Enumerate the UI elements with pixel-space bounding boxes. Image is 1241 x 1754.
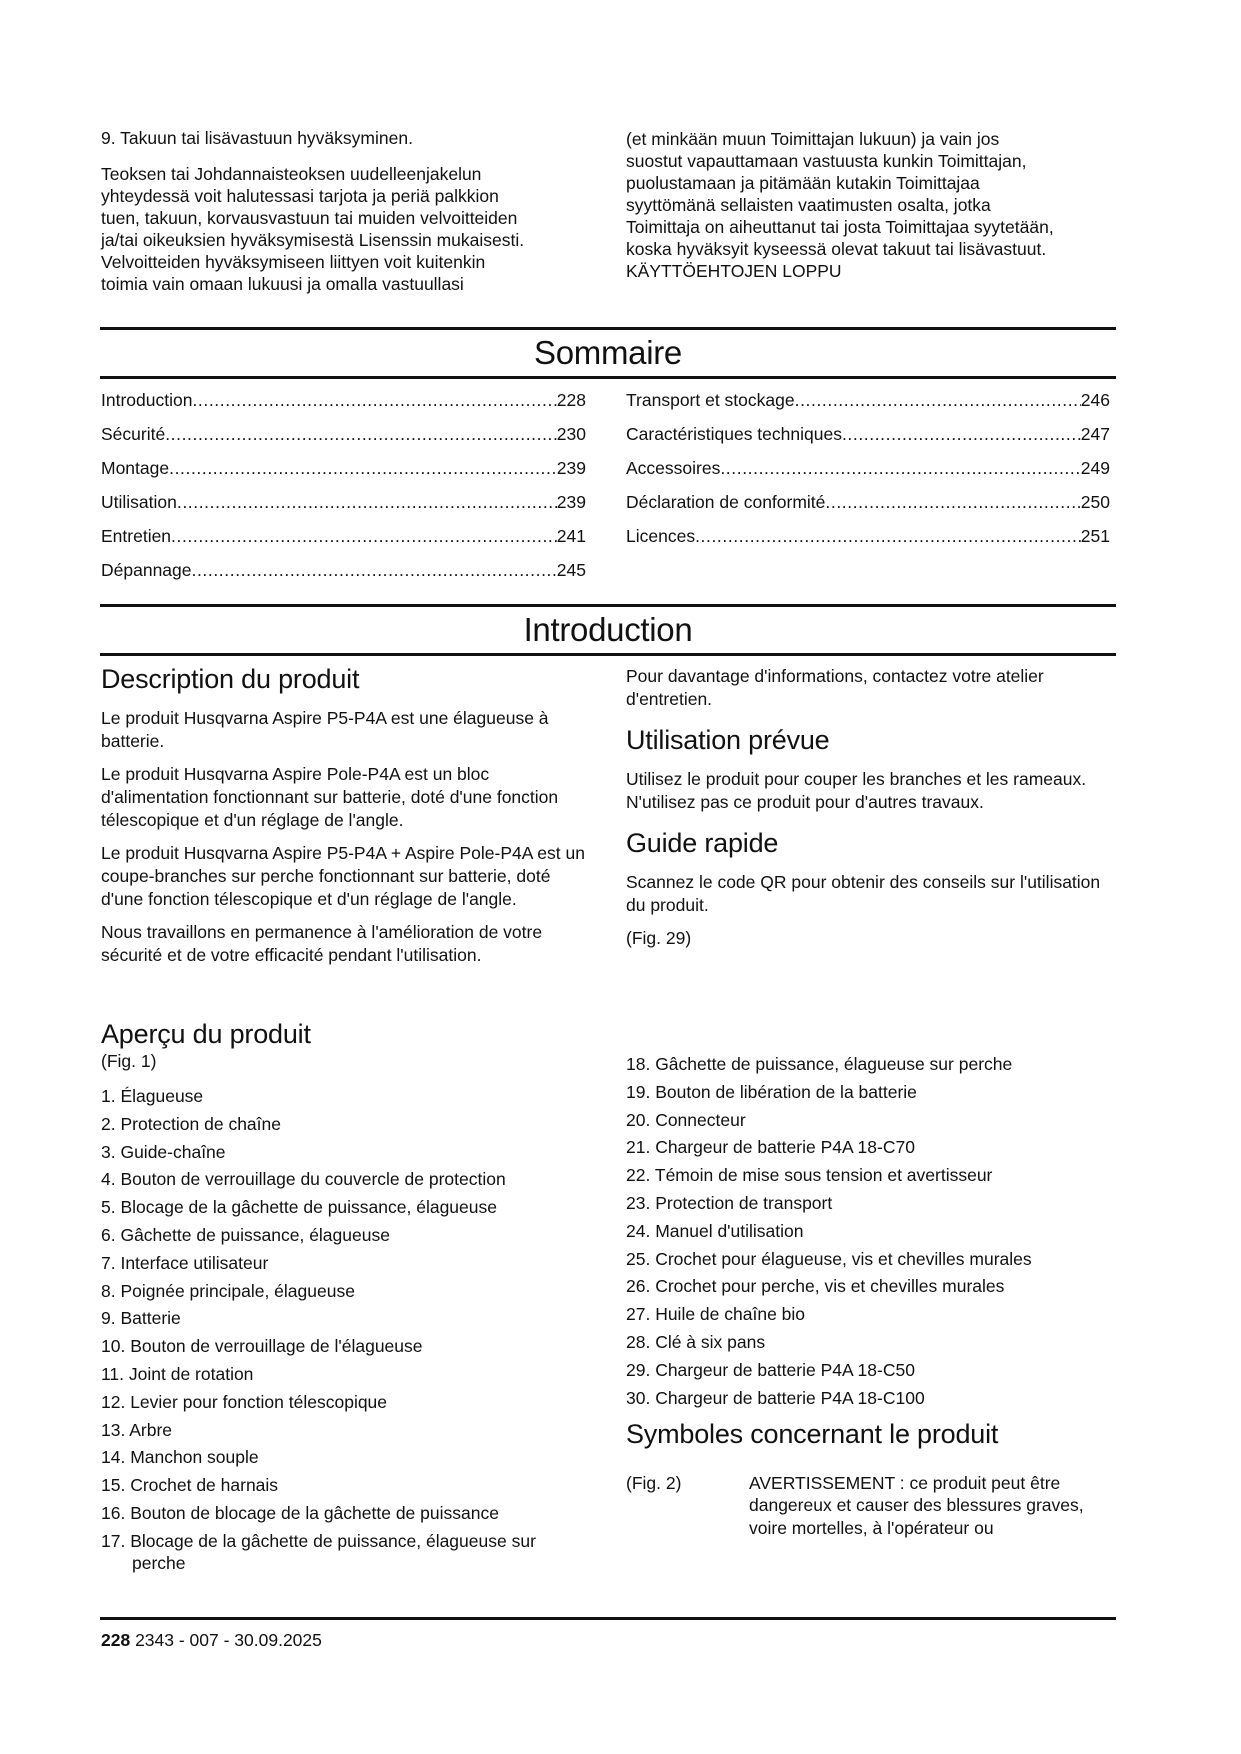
introduction-title: Introduction [523,611,693,648]
list-item: 15. Crochet de harnais [101,1475,279,1496]
description-paragraph: Le produit Husqvarna Aspire P5-P4A + Aspire Pole-P4A est un coupe-branches sur perche fonctionnant sur batterie, doté d'une fonction télescopique et d'un réglage de l'angle. [101,843,585,909]
list-item: 23. Protection de transport [626,1192,833,1213]
page-footer [101,1630,322,1651]
description-paragraph: Le produit Husqvarna Aspire P5-P4A est une élagueuse à batterie. [101,708,549,751]
overview-heading: Aperçu du produit [101,1019,311,1049]
toc-entry-caracteristiques[interactable] [626,417,1110,451]
list-item: 27. Huile de chaîne bio [626,1304,806,1325]
toc-page: 251 [1080,525,1110,546]
list-item: 21. Chargeur de batterie P4A 18-C70 [626,1137,915,1158]
text-line: Toimittaja on aiheuttanut tai josta Toimittajaa syytetään, [626,217,1054,237]
symbols-row [626,1472,1116,1540]
text-line: Velvoitteiden hyväksymiseen liittyen voit kuitenkin [101,252,486,272]
toc-label: Utilisation [101,491,177,512]
toc-page: 245 [556,559,586,580]
toc-right [626,383,1110,553]
text-line: tuen, takuun, korvausvastuun tai muiden velvoitteiden [101,208,518,228]
intro-right-column [626,665,1116,960]
overview-list-right [626,1053,1116,1409]
list-item: 8. Poignée principale, élagueuse [101,1280,355,1301]
description-heading: Description du produit [101,664,360,694]
symbols-warning-text: AVERTISSEMENT : ce produit peut être dangereux et causer des blessures graves, voire mortelles, à l'opérateur ou [749,1472,1084,1538]
overview-left-column [101,1018,591,1580]
toc-label: Introduction [101,389,193,410]
page-number: 228 [101,1630,131,1650]
toc-label: Entretien [101,525,172,546]
list-item: 28. Clé à six pans [626,1331,766,1352]
list-item: 10. Bouton de verrouillage de l'élagueuse [101,1336,423,1357]
list-item: 24. Manuel d'utilisation [626,1220,804,1241]
text-line: koska hyväksyit kyseessä olevat takuut tai lisävastuut. [626,239,1047,259]
toc-entry-transport[interactable] [626,383,1110,417]
toc-label: Accessoires [626,457,721,478]
toc-label: Caractéristiques techniques [626,423,842,444]
document-reference: 2343 - 007 - 30.09.2025 [130,1630,322,1650]
toc-entry-introduction[interactable] [101,383,586,417]
list-item: 6. Gâchette de puissance, élagueuse [101,1224,390,1245]
text-line: ja/tai oikeuksien hyväksymisestä Lisenssin mukaisesti. [101,230,525,250]
quick-guide-fig-ref: (Fig. 29) [626,928,692,948]
list-item: 19. Bouton de libération de la batterie [626,1081,917,1102]
description-continued: Pour davantage d'informations, contactez votre atelier d'entretien. [626,666,1044,709]
license-paragraph-left [101,163,591,295]
toc-entry-licences[interactable] [626,519,1110,553]
toc-label: Transport et stockage [626,389,795,410]
symbols-heading: Symboles concernant le produit [626,1418,999,1449]
list-item: 29. Chargeur de batterie P4A 18-C50 [626,1359,915,1380]
footer-divider [100,1617,1116,1620]
toc-page: 228 [556,389,586,410]
introduction-header [100,604,1116,656]
list-item: 12. Levier pour fonction télescopique [101,1391,388,1412]
list-item: 20. Connecteur [626,1109,746,1130]
toc-leader [795,390,1081,411]
toc-entry-entretien[interactable] [101,519,586,553]
overview-right-column [626,1053,1116,1539]
toc-page: 230 [556,423,586,444]
quick-guide-heading: Guide rapide [626,828,779,858]
toc-entry-securite[interactable] [101,417,586,451]
toc-entry-accessoires[interactable] [626,451,1110,485]
toc-leader [165,424,557,445]
sommaire-header [100,327,1116,379]
list-item: 18. Gâchette de puissance, élagueuse sur perche [626,1054,1013,1074]
text-line: yhteydessä voit halutessasi tarjota ja periä palkkion [101,186,499,206]
text-line: KÄYTTÖEHTOJEN LOPPU [626,261,842,281]
list-item: 1. Élagueuse [101,1086,204,1106]
list-item: 9. Batterie [101,1308,181,1329]
toc-leader [842,424,1081,445]
toc-label: Déclaration de conformité [626,491,826,512]
toc-entry-depannage[interactable] [101,553,586,587]
toc-label: Licences [626,525,696,546]
list-item: 30. Chargeur de batterie P4A 18-C100 [626,1387,925,1408]
description-paragraph: Nous travaillons en permanence à l'amélioration de votre sécurité et de votre efficacité pendant l'utilisation. [101,922,543,965]
list-item: 7. Interface utilisateur [101,1252,269,1273]
text-line: Teoksen tai Johdannaisteoksen uudelleenjakelun [101,164,482,184]
toc-leader [720,458,1080,479]
quick-guide-paragraph: Scannez le code QR pour obtenir des conseils sur l'utilisation du produit. [626,872,1101,915]
toc-label: Dépannage [101,559,192,580]
list-item: 13. Arbre [101,1419,173,1440]
description-paragraph: Le produit Husqvarna Aspire Pole-P4A est un bloc d'alimentation fonctionnant sur batterie, doté d'une fonction télescopique et d'un réglage de l'angle. [101,764,559,830]
toc-entry-utilisation[interactable] [101,485,586,519]
intended-use-heading: Utilisation prévue [626,725,830,755]
toc-page: 246 [1080,389,1110,410]
intended-use-paragraph: Utilisez le produit pour couper les branches et les rameaux. N'utilisez pas ce produit pour d'autres travaux. [626,769,1087,812]
overview-fig-ref: (Fig. 1) [101,1051,157,1071]
list-item: 16. Bouton de blocage de la gâchette de puissance [101,1502,499,1523]
toc-leader [177,492,557,513]
toc-page: 239 [556,457,586,478]
list-item: 4. Bouton de verrouillage du couvercle de protection [101,1169,506,1190]
overview-list-left [101,1085,591,1574]
toc-entry-montage[interactable] [101,451,586,485]
toc-leader [169,458,557,479]
license-paragraph-right [626,128,1116,282]
intro-left-column [101,664,586,977]
list-item: 2. Protection de chaîne [101,1113,281,1134]
text-line: puolustamaan ja pitämään kutakin Toimittajaa [626,173,980,193]
toc-leader [192,390,556,411]
toc-left [101,383,586,587]
toc-page: 249 [1080,457,1110,478]
toc-leader [171,526,557,547]
toc-label: Montage [101,457,170,478]
license-section-heading: 9. Takuun tai lisävastuun hyväksyminen. [101,128,413,148]
list-item: 22. Témoin de mise sous tension et avertisseur [626,1165,993,1186]
text-line: (et minkään muun Toimittajan lukuun) ja vain jos [626,129,1000,149]
license-left-column [101,128,591,305]
text-line: toimia vain omaan lukuusi ja omalla vastuullasi [101,274,464,294]
toc-leader [192,560,557,581]
license-right-column [626,128,1116,292]
toc-page: 241 [556,525,586,546]
list-item: 25. Crochet pour élagueuse, vis et chevilles murales [626,1248,1032,1269]
list-item: 17. Blocage de la gâchette de puissance, élagueuse sur perche [101,1530,536,1573]
divider [100,653,1116,656]
toc-label: Sécurité [101,423,166,444]
text-line: syyttömänä sellaisten vaatimusten osalta, jotka [626,195,991,215]
toc-entry-declaration[interactable] [626,485,1110,519]
list-item: 26. Crochet pour perche, vis et chevilles murales [626,1276,1005,1297]
divider [100,376,1116,379]
toc-leader [825,492,1080,513]
symbols-fig-ref: (Fig. 2) [626,1472,682,1493]
list-item: 5. Blocage de la gâchette de puissance, élagueuse [101,1197,497,1218]
list-item: 11. Joint de rotation [101,1363,254,1384]
sommaire-title: Sommaire [534,334,682,371]
toc-page: 247 [1080,423,1110,444]
toc-page: 239 [556,491,586,512]
text-line: suostut vapauttamaan vastuusta kunkin Toimittajan, [626,151,1027,171]
toc-leader [695,526,1081,547]
list-item: 3. Guide-chaîne [101,1141,226,1162]
list-item: 14. Manchon souple [101,1447,259,1468]
toc-page: 250 [1080,491,1110,512]
